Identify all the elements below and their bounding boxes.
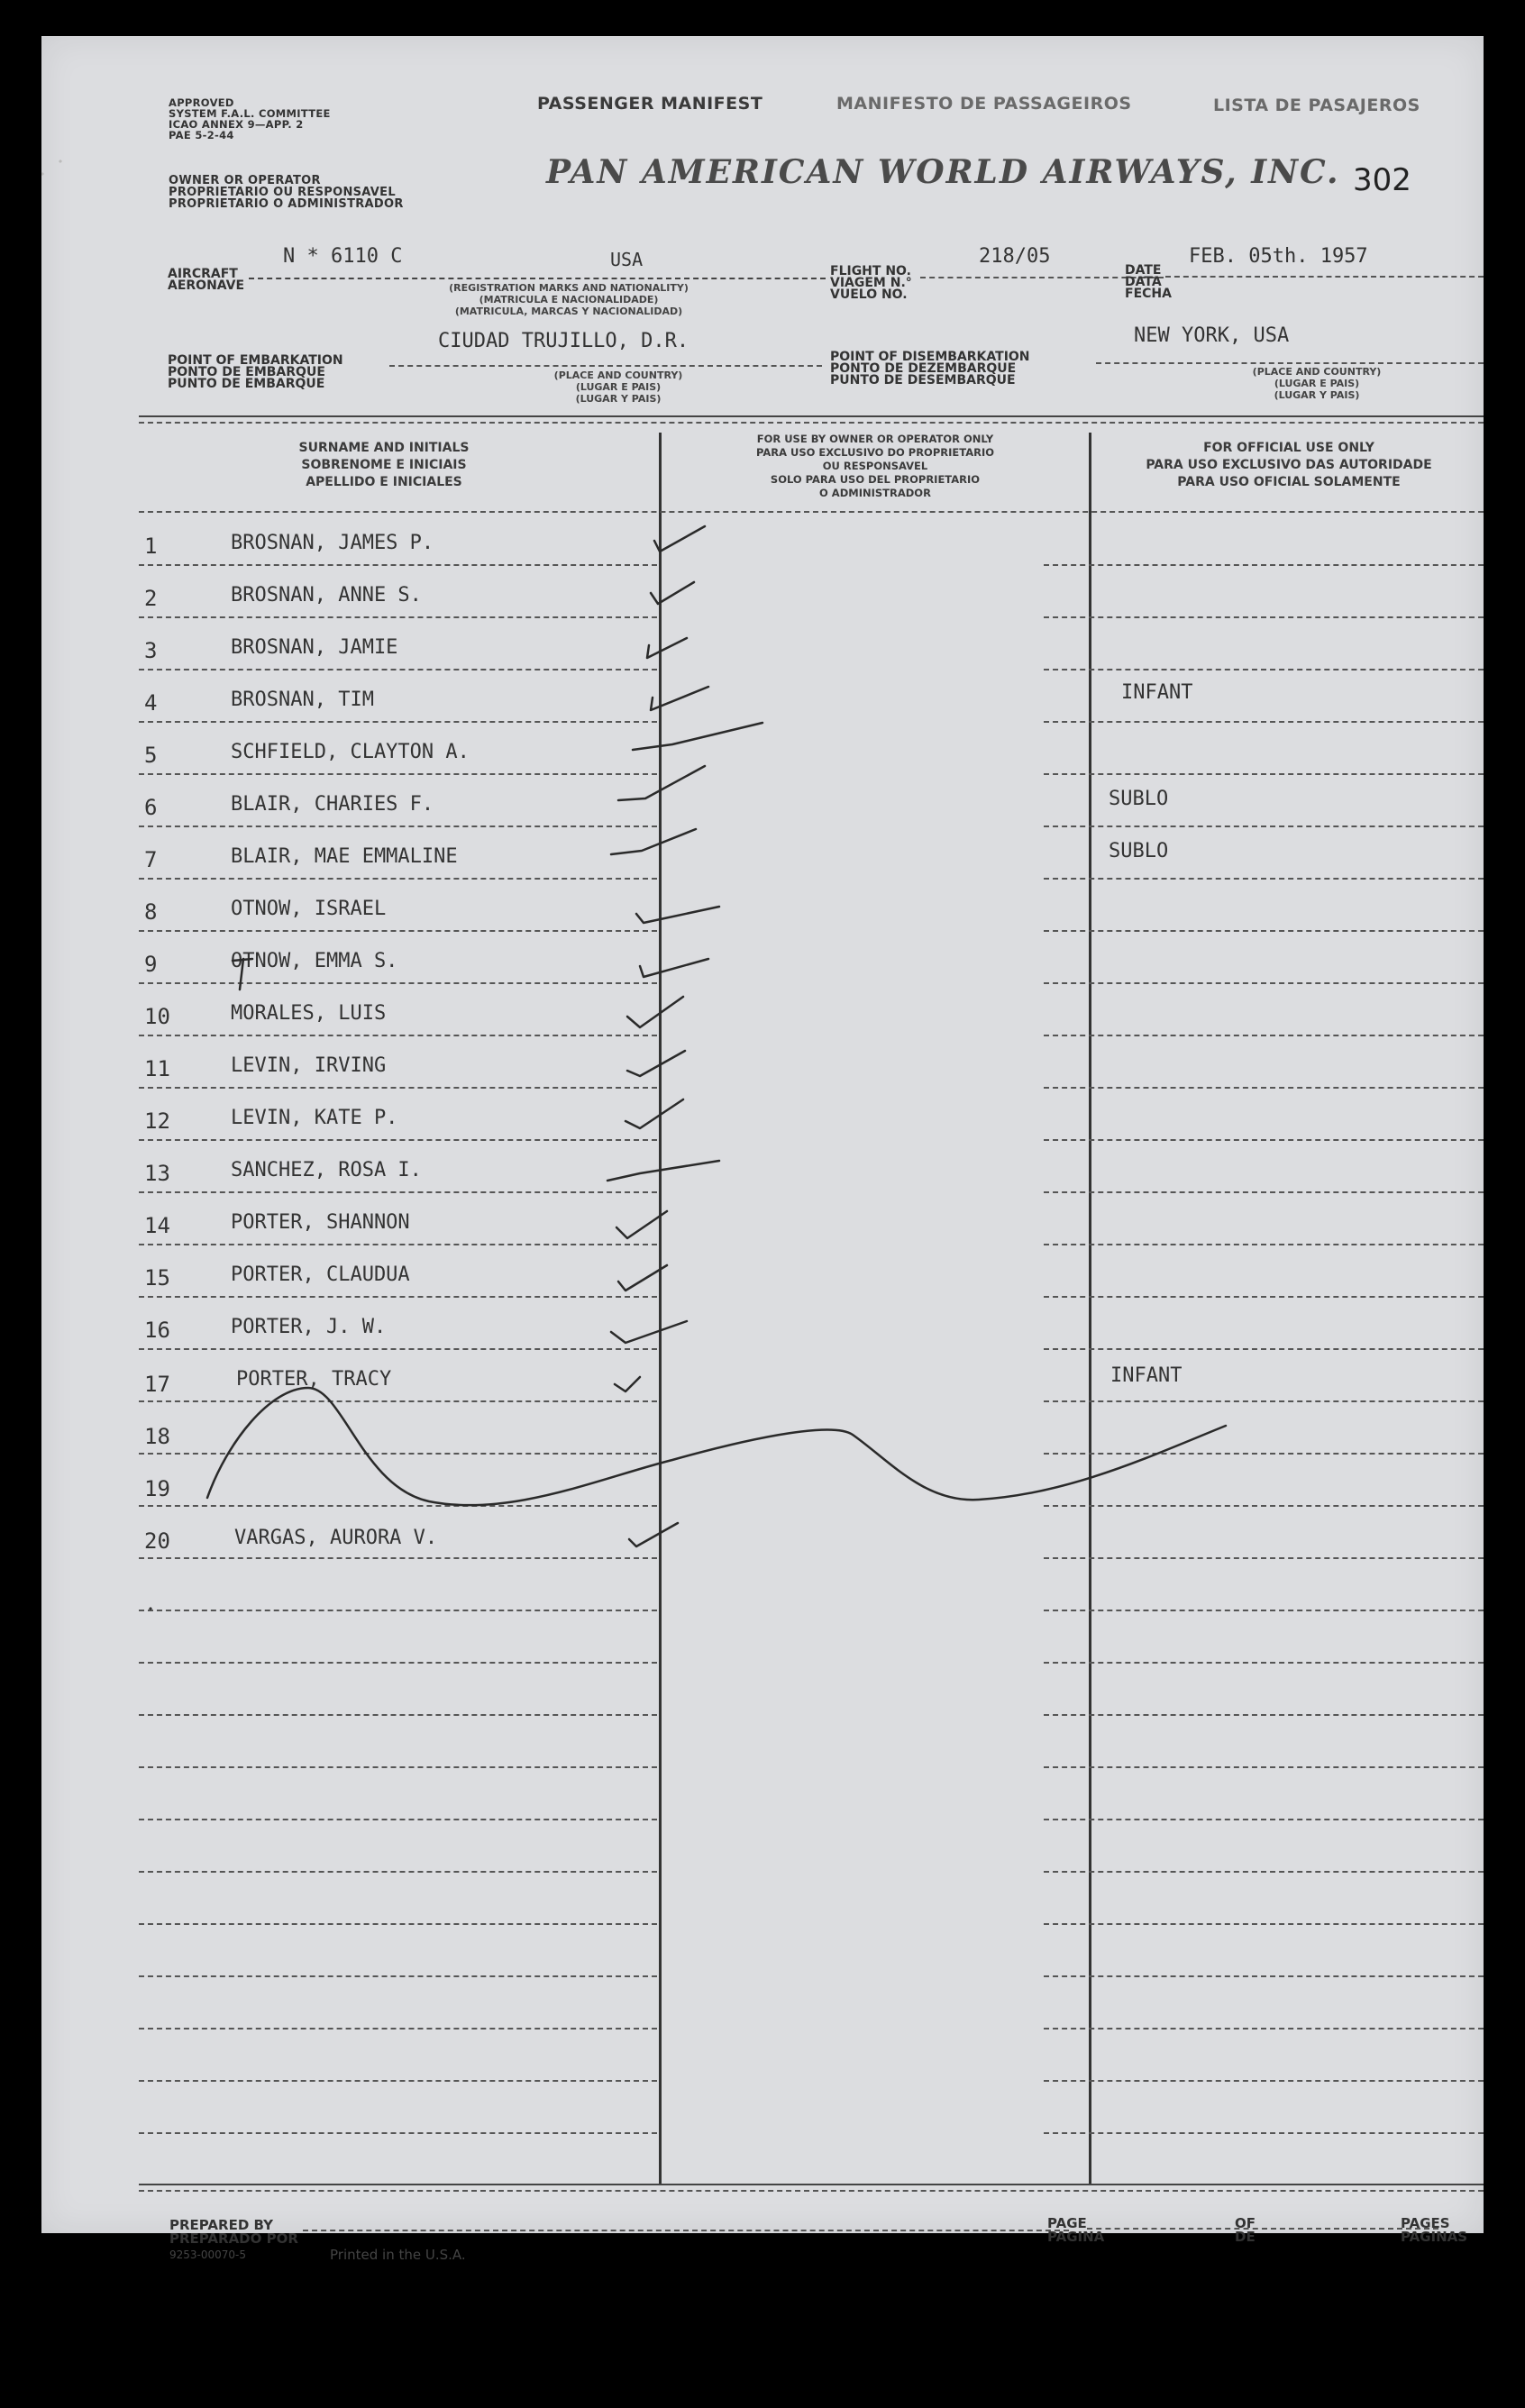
page-number: 302	[1353, 162, 1411, 198]
label-line: PAGE	[1047, 2215, 1087, 2231]
passenger-name: BROSNAN, JAMIE	[231, 636, 398, 659]
embarkation-value: CIUDAD TRUJILLO, D.R.	[438, 330, 689, 352]
passenger-name: PORTER, SHANNON	[231, 1211, 410, 1234]
row-number: 14	[144, 1213, 170, 1238]
label-line: PONTO DE DEZEMBARQUE	[830, 361, 1017, 376]
row-number: 17	[144, 1372, 170, 1397]
correction-mark	[233, 959, 252, 990]
row-number: 12	[144, 1108, 170, 1134]
label-line: AIRCRAFT	[168, 267, 238, 281]
row-number: 5	[144, 743, 158, 768]
row-number: 15	[144, 1265, 170, 1291]
passenger-name: VARGAS, AURORA V.	[234, 1527, 438, 1549]
approval-line: ICAO ANNEX 9—APP. 2	[169, 118, 304, 131]
row-number: 20	[144, 1528, 170, 1554]
row-number: 16	[144, 1318, 170, 1343]
header-line: APELLIDO E INICIALES	[306, 475, 462, 489]
approval-line: PAE 5-2-44	[169, 129, 234, 141]
passenger-note: INFANT	[1121, 681, 1193, 704]
printed-in: Printed in the U.S.A.	[330, 2247, 466, 2263]
title-portuguese: MANIFESTO DE PASSAGEIROS	[836, 94, 1132, 114]
note-line: (PLACE AND COUNTRY)	[553, 369, 683, 381]
header-line: PARA USO EXCLUSIVO DAS AUTORIDADE	[1146, 458, 1432, 472]
passenger-name: LEVIN, KATE P.	[231, 1107, 398, 1129]
passenger-name: OTNOW, ISRAEL	[231, 898, 387, 920]
label-line: POINT OF EMBARKATION	[168, 353, 343, 368]
checkmark	[627, 1051, 685, 1076]
manifest-sheet	[41, 36, 1484, 2263]
page-label	[1047, 2217, 1104, 2244]
label-line: PREPARED BY	[169, 2217, 273, 2233]
passenger-name: SCHFIELD, CLAYTON A.	[231, 741, 470, 763]
label-line: PAGES	[1401, 2215, 1450, 2231]
title-spanish: LISTA DE PASAJEROS	[1213, 96, 1420, 115]
prepared-by-label	[169, 2219, 298, 2246]
label-line: PAGINAS	[1401, 2229, 1468, 2245]
checkmark	[626, 1099, 683, 1128]
checkmark	[651, 687, 708, 710]
row-number: 1	[144, 534, 158, 559]
passenger-name: LEVIN, IRVING	[231, 1054, 387, 1077]
header-line: PARA USO OFICIAL SOLAMENTE	[1177, 475, 1401, 489]
checkmark	[654, 526, 705, 552]
note-line: (LUGAR E PAIS)	[575, 381, 662, 393]
owner-line: PROPRIETARIO OU RESPONSAVEL	[169, 186, 396, 199]
title-english: PASSENGER MANIFEST	[537, 94, 763, 114]
passenger-note: INFANT	[1110, 1364, 1183, 1387]
passenger-name: BLAIR, MAE EMMALINE	[231, 845, 458, 868]
row-number: 9	[144, 952, 158, 977]
handwritten-marks	[41, 36, 1484, 2233]
passenger-name: MORALES, LUIS	[231, 1002, 387, 1025]
passenger-name: BROSNAN, JAMES P.	[231, 532, 434, 554]
header-line: SOLO PARA USO DEL PROPRIETARIO	[770, 473, 981, 486]
label-line: DE	[1235, 2229, 1256, 2245]
row-number: 7	[144, 847, 158, 872]
row-number: 3	[144, 638, 158, 663]
registration-value: N * 6110 C	[283, 245, 403, 268]
passenger-name: PORTER, J. W.	[231, 1316, 387, 1338]
checkmark	[640, 959, 708, 977]
row-number: 6	[144, 795, 158, 820]
approval-line: SYSTEM F.A.L. COMMITTEE	[169, 107, 331, 120]
label-line: DATE	[1125, 263, 1162, 278]
table-bottom-rule	[139, 2184, 1484, 2185]
ink-dot	[41, 160, 61, 175]
of-label	[1235, 2217, 1256, 2244]
checkmark	[627, 997, 683, 1027]
label-line: AERONAVE	[168, 278, 245, 293]
note-line: (MATRICULA E NACIONALIDADE)	[479, 294, 659, 306]
nationality-value: USA	[610, 249, 644, 270]
disembarkation-value: NEW YORK, USA	[1134, 324, 1290, 347]
passenger-name: PORTER, TRACY	[236, 1368, 392, 1391]
passenger-name: PORTER, CLAUDUA	[231, 1263, 410, 1286]
label-line: OF	[1235, 2215, 1256, 2231]
checkmark	[611, 1321, 687, 1343]
label-line: PUNTO DE DESEMBARQUE	[830, 373, 1016, 388]
checkmark	[636, 907, 719, 923]
label-line: PUNTO DE EMBARQUE	[168, 377, 325, 391]
checkmark	[647, 638, 687, 658]
header-line: FOR OFFICIAL USE ONLY	[1203, 441, 1374, 455]
header-line: SURNAME AND INITIALS	[298, 441, 470, 455]
row-number: 10	[144, 1004, 170, 1029]
row-number: 13	[144, 1161, 170, 1186]
passenger-name: SANCHEZ, ROSA I.	[231, 1159, 422, 1181]
ink-dot	[150, 1608, 151, 1610]
checkmark	[611, 829, 696, 854]
header-line: O ADMINISTRADOR	[819, 487, 931, 499]
airline-name: PAN AMERICAN WORLD AIRWAYS, INC.	[546, 153, 1340, 191]
passenger-note: SUBLO	[1109, 840, 1169, 862]
checkmark	[618, 766, 705, 800]
note-line: (LUGAR E PAIS)	[1274, 378, 1360, 389]
header-line: SOBRENOME E INICIAIS	[301, 458, 467, 472]
table-bottom-rule-2	[139, 2190, 1484, 2192]
checkmark	[633, 723, 762, 750]
row-number: 2	[144, 586, 158, 611]
note-line: (REGISTRATION MARKS AND NATIONALITY)	[449, 282, 689, 294]
label-line: VIAGEM N.°	[830, 276, 912, 290]
checkmark	[618, 1265, 667, 1291]
label-line: PAGINA	[1047, 2229, 1105, 2245]
row-number: 18	[144, 1424, 170, 1449]
checkmark	[629, 1523, 678, 1546]
approval-line: APPROVED	[169, 96, 234, 109]
checkmark	[615, 1377, 640, 1391]
passenger-name: BROSNAN, ANNE S.	[231, 584, 422, 607]
note-line: (LUGAR Y PAIS)	[575, 393, 662, 405]
row-number: 19	[144, 1476, 170, 1501]
pages-label	[1401, 2217, 1467, 2244]
header-line: OU RESPONSAVEL	[822, 460, 928, 472]
note-line: (LUGAR Y PAIS)	[1274, 389, 1360, 401]
label-line: DATA	[1125, 275, 1162, 289]
row-number: 4	[144, 690, 158, 716]
passenger-note: SUBLO	[1109, 788, 1169, 810]
owner-line: OWNER OR OPERATOR	[169, 174, 321, 187]
header-line: PARA USO EXCLUSIVO DO PROPRIETARIO	[755, 446, 995, 459]
owner-line: PROPRIETARIO O ADMINISTRADOR	[169, 197, 404, 211]
flight-value: 218/05	[979, 245, 1051, 268]
note-line: (PLACE AND COUNTRY)	[1252, 366, 1382, 378]
row-number: 8	[144, 899, 158, 925]
passenger-name: BLAIR, CHARIES F.	[231, 793, 434, 816]
checkmark	[651, 582, 694, 604]
prepared-by-line	[303, 2230, 1069, 2231]
passenger-name: OTNOW, EMMA S.	[231, 950, 398, 972]
label-line: FLIGHT NO.	[830, 264, 911, 278]
date-value: FEB. 05th. 1957	[1189, 245, 1368, 268]
cancellation-scribble	[207, 1388, 1226, 1505]
checkmark	[607, 1161, 719, 1181]
label-line: PREPARADO POR	[169, 2230, 298, 2247]
note-line: (MATRICULA, MARCAS Y NACIONALIDAD)	[454, 306, 683, 317]
header-line: FOR USE BY OWNER OR OPERATOR ONLY	[756, 433, 994, 445]
form-number: 9253-00070-5	[169, 2248, 247, 2261]
label-line: FECHA	[1125, 287, 1172, 301]
label-line: PONTO DE EMBARQUE	[168, 365, 325, 379]
label-line: POINT OF DISEMBARKATION	[830, 350, 1030, 364]
checkmark	[616, 1211, 667, 1238]
passenger-name: BROSNAN, TIM	[231, 689, 374, 711]
row-number: 11	[144, 1056, 170, 1081]
label-line: VUELO NO.	[830, 287, 908, 302]
